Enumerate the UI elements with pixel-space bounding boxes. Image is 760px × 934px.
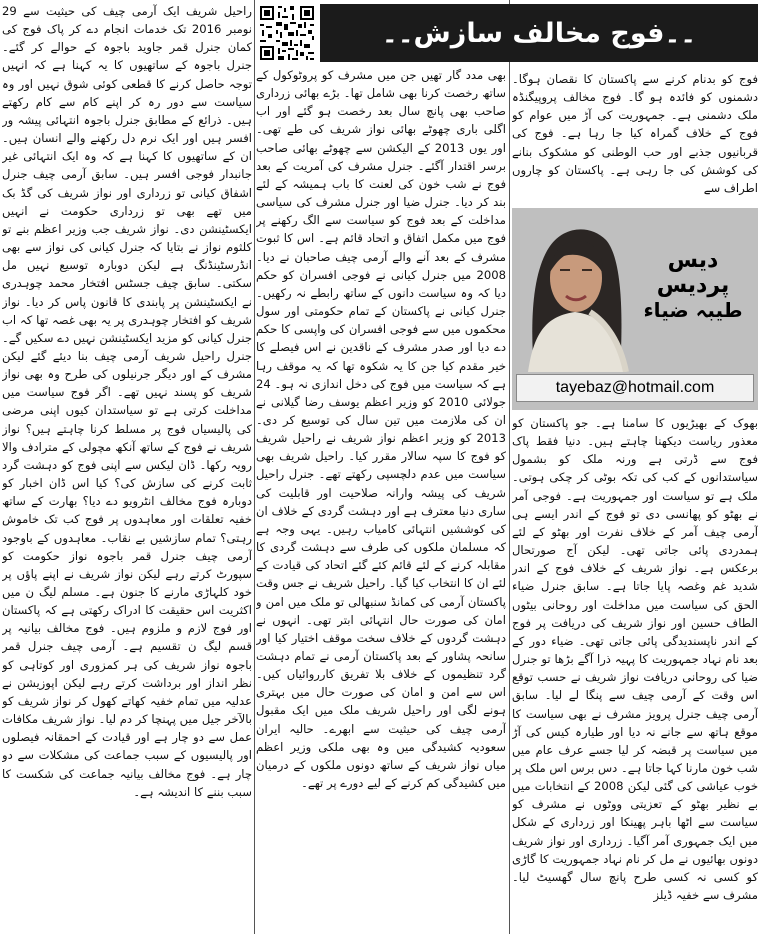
qr-code-graphic <box>258 4 316 62</box>
column-divider-right <box>509 0 510 934</box>
qr-code-icon <box>258 4 316 62</box>
article-paragraph: بھی مدد گار تھیں جن میں مشرف کو پروٹوکول کے ساتھ رخصت کرنا بھی شامل تھا۔ بڑے بھائی زرداری صاحب بھی پانچ سال بعد رخصت ہو گئے اور اب اگلی باری چھوٹے بھائی نواز شریف کی طے تھی۔ اور یوں 2013 کے الیکشن سے چھوٹے بھائی صاحب برسر اقتدار آگئے۔ جنرل مشرف کی آمریت کے بعد فوج نے شب خون کی لعنت کا باب ہمیشہ کے لئے بند کر دیا۔ جنرل ضیا اور جنرل مشرف کی سیاسی مداخلت کے بعد فوج کو سیاست سے الگ رکھنے پر فوج میں مکمل اتفاق و اتحاد قائم ہے۔ اس کا ثبوت مشرف کے بعد آنے والے آرمی چیف صاحبان نے دیا۔ 2008 میں جنرل کیانی نے فوجی افسران کو حکم دیا کہ وہ سیاست دانوں کے ساتھ رابطے نہ رکھیں۔ جنرل کیانی نے پاکستان کے تمام حکومتی اور سول محکموں میں سے فوجی افسران کی واپسی کا حکم دے دیا اور صدر مشرف کے ناقدین نے اس فیصلے کا خیر مقدم کیا جن کا یہ شکوہ تھا کہ یہ موقف رہا ہے کہ سیاست میں فوج کی دخل اندازی نہ ہو۔ 24 جولائی 2010 کو وزیر اعظم یوسف رضا گیلانی نے ان کی ملازمت میں تین سال کی توسیع کر دی۔ 2013 کو وزیر اعظم نواز شریف نے راحیل شریف کو فوج کا سپہ سالار مقرر کیا۔ راحیل شریف بھی سیاست میں عدم دلچسپی رکھتے تھے۔ جنرل راحیل شریف کی پیشہ وارانہ صلاحیت اور قابلیت کی ساری دنیا معترف ہے اور دہشت گردی کے خلاف ان کی کوششیں انتہائی کامیاب رہیں۔ یہی وجہ ہے کہ مسلمان ملکوں کی طرف سے دہشت گردی کا مقابلہ کرنے کے لئے قائم کئے گئے اتحاد کی قیادت کے لئے ان کا انتخاب کیا گیا۔ راحیل شریف نے جس وقت پاکستان آرمی کی کمانڈ سنبھالی تو ملک میں امن و امان کی صورت حال انتہائی ابتر تھی۔ انہوں نے دہشت گردوں کے خلاف سخت موقف اختیار کیا اور سانحہ پشاور کے بعد پاکستان آرمی نے تمام دہشت گرد تنظیموں کے خلاف بلا تفریق کارروائیاں کیں۔ اس سے امن و امان کی صورت حال میں بہتری ہونے لگی اور راحیل شریف ملک میں ایک مقبول آرمی چیف کی حیثیت سے ابھرے۔ حالیہ ایران سعودیہ کشیدگی میں وہ بھی ملکی وزیر اعظم میاں نواز شریف کے ساتھ دونوں ملکوں کے درمیان میں کشیدگی کم کرنے کے لیے دورے پر تھے۔ <box>256 68 506 791</box>
article-paragraph: فوج کو بدنام کرنے سے پاکستان کا نقصان ہوگا۔ دشمنوں کو فائدہ ہو گا۔ فوج مخالف پروپیگنڈہ ملک دشمنی ہے۔ جمہوریت کی آڑ میں عوام کو فوج کے خلاف گمراہ کیا جا رہا ہے۔ فوج کی قربانیوں جذبے اور حب الوطنی کو مشکوک بنانے کی کوشش کی جا رہی ہے۔ پاکستان کو چاروں اطراف سے <box>512 72 758 195</box>
article-column-middle <box>256 66 506 932</box>
columnist-box <box>512 208 758 410</box>
article-paragraph: بھوک کے بھیڑیوں کا سامنا ہے۔ جو پاکستان کو معذور ریاست دیکھنا چاہتے ہیں۔ دنیا فقط پاک فوج سے ڈرتی ہے ورنہ ملک کو بشمول سیاستدانوں کے کب کی تکہ بوٹی کر چکی ہوتی۔ ملک ہے تو سیاست اور جمہوریت ہے۔ فوجی آمر نے بھٹو کو پھانسی دی تو فوج کے اندر ایسے ہی آرمی چیف آمر کے خلاف نفرت اور بھٹو کے لئے ہمدردی پائی جاتی تھی۔ لیکن آج صورتحال برعکس ہے۔ نواز شریف کے خلاف فوج کے اندر شدید غم وغصہ پایا جاتا ہے۔ سابق جنرل ضیاء الحق کی سیاست میں مداخلت اور روحانی بیٹوں الطاف حسین اور نواز شریف کی دریافت پر فوج کے اندر ناپسندیدگی پائی جاتی تھی۔ ضیاء دور کے بعد نام نہاد جمہوریت کا پہیہ ذرا آگے بڑھا تو جنرل ضیا کی روحانی دریافت نواز شریف نے حسب توقع اس وقت کے آرمی چیف سے پنگا لے لیا۔ سابق آرمی چیف جنرل پرویز مشرف نے بھی سیاست کا موقع ہاتھ سے جانے نہ دیا اور طیارہ کیس کی آڑ میں سیاست پر قبضہ کر لیا جسے عرف عام میں شب خون مارنا کہا جاتا ہے۔ دس برس اس ملک پر خوب عیاشی کی گئی لیکن 2008 کے انتخابات میں بے نظیر بھٹو کے تعزیتی ووٹوں نے مشرف کو سیاست سے اٹھا باہر پھینکا اور زرداری کے شکل میں ایک جمہوری آمر آگیا۔ زرداری اور نواز شریف دونوں بھائیوں نے مل کر نام نہاد جمہوریت کا گاڑی کو کسی نہ کسی طرح پانچ سال گھسیٹ لیا۔ مشرف سے خفیہ ڈیلز <box>512 416 758 903</box>
article-paragraph: راحیل شریف ایک آرمی چیف کی حیثیت سے 29 نومبر 2016 تک خدمات انجام دے کر پاک فوج کی کمان جنرل قمر جاوید باجوہ کے حوالے کر گئے۔ جنرل باجوہ کے ساتھیوں کا یہ کہنا ہے کہ انہیں توجہ حاصل کرنے کا قطعی کوئی شوق نہیں اور وہ سیاست سے دور رہ کر اپنے کام سے کام رکھتے ہیں۔ ذرائع کے مطابق جنرل باجوہ انتہائی پیشہ ور افسر ہیں اور ایک نرم دل رکھنے والے انسان ہیں۔ ان کے ساتھیوں کا کہنا ہے کہ وہ ایک انتہائی غیر جانبدار فوجی افسر ہیں۔ سابق آرمی چیف جنرل اشفاق کیانی تو زرداری اور نواز شریف کی گڈ بک میں تھے بھی تو زرداری حکومت نے انہیں ایکسٹینشن دی۔ نواز شریف جب وزیر اعظم بنے تو کلثوم نواز نے بتایا کہ جنرل کیانی کی نواز سے بھی انڈرسٹینڈنگ ہے لیکن دوبارہ توسیع نہیں مل سکتی۔ سابق چیف جسٹس افتخار محمد چوہدری نے ایکسٹینشن پر پابندی کا قانون پاس کر دیا۔ نواز شریف کو افتخار چوہدری پر یہ بھی غصہ تھا کہ اب جنرل کیانی کو مزید ایکسٹینشن نہیں دے سکیں گے۔ جنرل راحیل شریف آرمی چیف بنا دیئے گئے لیکن مشرف کے اور دیگر جرنیلوں کی طرح وہ بھی نواز شریف کو پسند نہیں تھے۔ اگر فوج سیاست میں مداخلت کرتی ہے تو سیاستدان کیوں اپنی مرضی کی پالیسیاں فوج پر مسلط کرنا چاہتے ہیں؟ نواز شریف نے فوج کے ساتھ آنکھ مچولی کے مترادف والا رویہ رکھا۔ ڈان لیکس سے اپنی فوج کو دہشت گرد ثابت کرنے کی سازش کی؟ کیا اس ڈان اخبار کو دوبارہ فوج مخالف انٹرویو دے دیا؟ بھارت کے ساتھ خفیہ تعلقات اور معاہدوں پر فوج کب تک خاموش رہتی؟ تمام سازشیں بے نقاب۔ معاہدوں کے باوجود آرمی چیف جنرل قمر باجوہ نواز حکومت کو سپورٹ کرتے رہے لیکن نواز شریف نے اپنے پاؤں پر خود کلہاڑی مارنے کا جنون ہے۔ مسلم لیگ ن میں اکثریت اس حقیقت کا ادراک رکھتی ہے کہ پاکستان اور فوج لازم و ملزوم ہیں۔ فوج مخالف بیانیہ پر قسم لیگ ن تقسیم ہے۔ آرمی چیف جنرل قمر باجوہ نواز شریف کی ہر کمزوری اور کوتاہی کو نظر انداز اور برداشت کرتے رہے لیکن اپوزیشن نے عدلیہ میں تمام خفیہ کھاتے کھول کر نواز شریف کو بالآخر جیل میں پہنچا کر دم لیا۔ نواز شریف مکافات عمل سے دو چار ہے اور قیادت کے احمقانہ فیصلوں اور پالیسیوں کے سبب جماعت کی مشکلات سے دو چار ہے۔ فوج مخالف بیانیہ جماعت کی شکست کا سبب بننے کا اندیشہ ہے۔ <box>2 4 252 799</box>
headline-banner <box>320 4 758 62</box>
column-name: دیس پردیس <box>656 248 730 298</box>
column-divider-left <box>254 0 255 934</box>
article-column-right-top <box>512 70 758 204</box>
author-portrait <box>520 212 630 372</box>
article-column-left <box>2 2 252 932</box>
author-name: طیبہ ضیاء <box>643 298 743 322</box>
article-column-right-bottom <box>512 414 758 932</box>
author-email[interactable]: tayebaz@hotmail.com <box>516 374 754 402</box>
headline-title: ۔۔فوج مخالف سازش۔۔ <box>381 17 697 49</box>
